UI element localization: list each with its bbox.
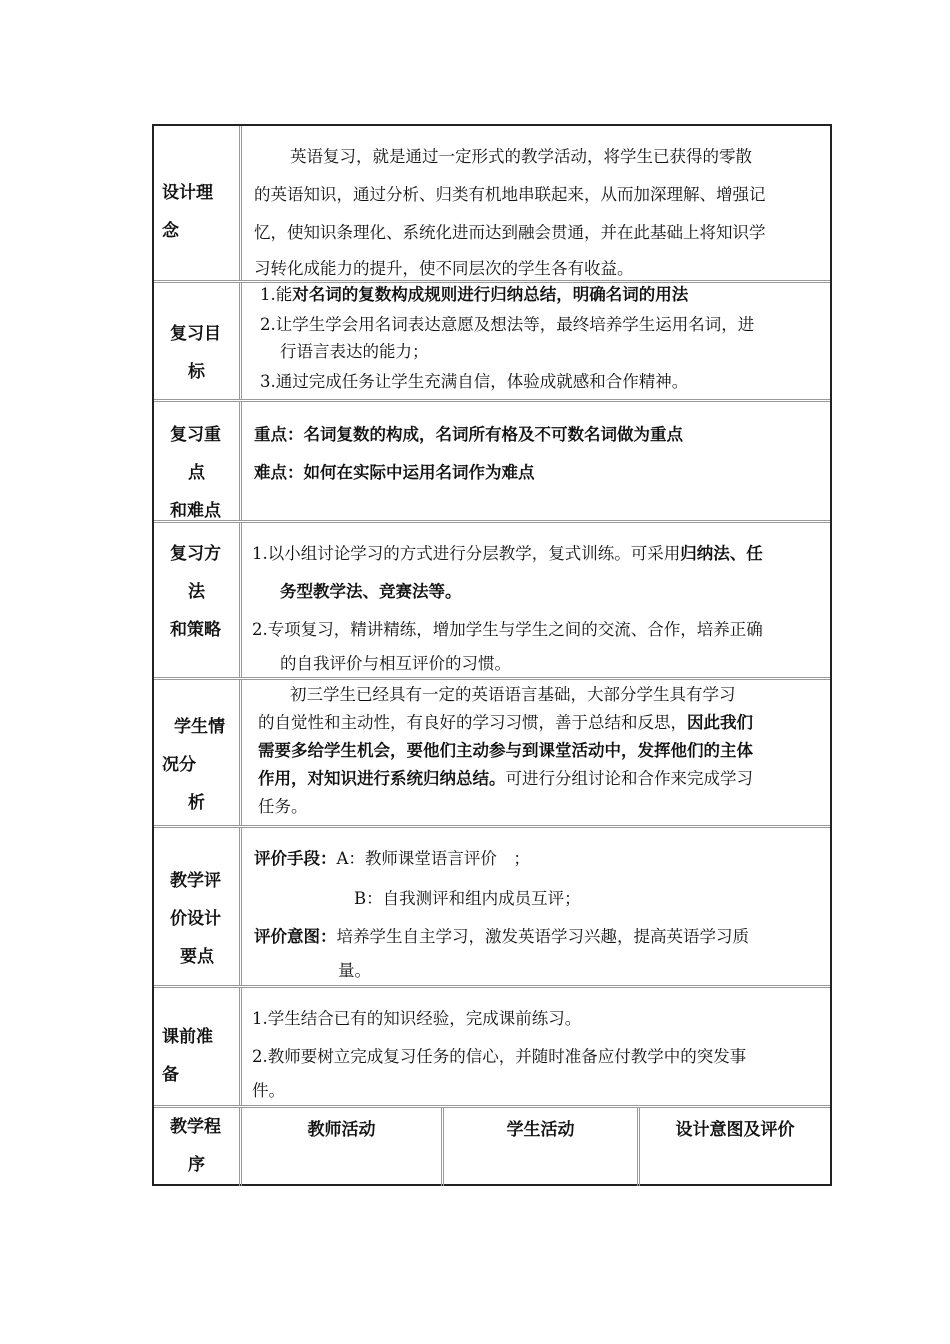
label-line: 复习方	[170, 544, 221, 564]
text-line: 忆，使知识条理化、系统化进而达到融会贯通，并在此基础上将知识学	[254, 223, 766, 242]
methods-text	[242, 523, 830, 677]
prep-item-2: 2.教师要树立完成复习任务的信心，并随时准备应付教学中的突发事	[252, 1047, 747, 1066]
text-line: 习转化成能力的提升，使不同层次的学生各有收益。	[254, 259, 634, 278]
label-line: 标	[188, 362, 205, 382]
row-evaluation	[154, 828, 830, 988]
goal-item-2-cont: 行语言表达的能力；	[280, 342, 429, 361]
label-line: 备	[162, 1065, 179, 1085]
row-procedure	[154, 1108, 830, 1186]
label-line: 点	[188, 463, 205, 483]
text-line: 任务。	[258, 797, 308, 816]
student-analysis-text	[242, 680, 830, 825]
key-points-text	[242, 402, 830, 520]
method-item-2: 2.专项复习，精讲精练，增加学生与学生之间的交流、合作，培养正确	[252, 620, 763, 639]
goal-item-2: 2.让学生学会用名词表达意愿及想法等，最终培养学生运用名词，进	[260, 315, 755, 334]
label-line: 教学评	[170, 871, 221, 891]
label-line: 和策略	[170, 620, 221, 640]
label-line: 析	[188, 793, 205, 813]
label-line: 课前准	[162, 1027, 213, 1047]
evaluation-intent: 评价意图：培养学生自主学习，激发英语学习兴趣，提高英语学习质	[254, 927, 749, 946]
label-line: 和难点	[170, 501, 221, 521]
label-line: 价设计	[170, 909, 221, 929]
text-line: 初三学生已经具有一定的英语语言基础，大部分学生具有学习	[290, 685, 736, 704]
label-procedure	[154, 1108, 242, 1186]
key-point: 重点：名词复数的构成，名词所有格及不可数名词做为重点	[254, 425, 683, 444]
label-line: 序	[188, 1155, 205, 1175]
evaluation-means: 评价手段：A：教师课堂语言评价 ；	[254, 849, 530, 868]
method-item-2-cont: 的自我评价与相互评价的习惯。	[280, 654, 511, 673]
design-concept-text	[242, 126, 830, 280]
label-design-concept	[154, 126, 242, 280]
text-line: 英语复习，就是通过一定形式的教学活动，将学生已获得的零散	[290, 147, 752, 166]
evaluation-means-b: B：自我测评和组内成员互评；	[354, 889, 581, 908]
text-line: 需要多给学生机会，要他们主动参与到课堂活动中，发挥他们的主体	[258, 741, 753, 760]
label-preparation	[154, 988, 242, 1105]
label-methods	[154, 523, 242, 677]
col-student-activity: 学生活动	[444, 1108, 640, 1186]
lesson-plan-table	[152, 124, 832, 1186]
evaluation-text	[242, 828, 830, 985]
col-teacher-activity: 教师活动	[242, 1108, 444, 1186]
label-line: 况分	[162, 755, 196, 775]
row-student-analysis	[154, 680, 830, 828]
difficulty-point: 难点：如何在实际中运用名词作为难点	[254, 463, 535, 482]
text-line: 的自觉性和主动性，有良好的学习习惯，善于总结和反思，因此我们	[258, 713, 753, 732]
label-line: 要点	[180, 947, 214, 967]
goal-item-3: 3.通过完成任务让学生充满自信，体验成就感和合作精神。	[260, 372, 689, 391]
label-review-goals	[154, 283, 242, 399]
prep-item-2-cont: 件。	[252, 1081, 285, 1100]
label-line: 念	[162, 221, 179, 241]
method-item-1-cont: 务型教学法、竞赛法等。	[280, 582, 462, 601]
text-line: 作用，对知识进行系统归纳总结。可进行分组讨论和合作来完成学习	[258, 769, 753, 788]
text-line: 的英语知识，通过分析、归类有机地串联起来，从而加深理解、增强记	[254, 185, 766, 204]
label-line: 法	[188, 582, 205, 602]
row-design-concept	[154, 126, 830, 283]
label-line: 教学程	[170, 1117, 221, 1137]
preparation-text	[242, 988, 830, 1105]
evaluation-intent-cont: 量。	[338, 961, 371, 980]
label-evaluation	[154, 828, 242, 985]
row-key-points	[154, 402, 830, 523]
method-item-1: 1.以小组讨论学习的方式进行分层教学，复式训练。可采用归纳法、任	[252, 544, 763, 563]
row-preparation	[154, 988, 830, 1108]
label-line: 设计理	[162, 183, 213, 203]
review-goals-text	[242, 283, 830, 399]
row-methods	[154, 523, 830, 680]
col-design-intent: 设计意图及评价	[675, 1120, 795, 1140]
prep-item-1: 1.学生结合已有的知识经验，完成课前练习。	[252, 1009, 582, 1028]
label-key-points	[154, 402, 242, 520]
goal-item-1: 1.能对名词的复数构成规则进行归纳总结，明确名词的用法	[260, 285, 689, 304]
label-line: 复习目	[170, 324, 221, 344]
label-line: 学生情	[174, 717, 225, 737]
label-line: 复习重	[170, 425, 221, 445]
label-student-analysis	[154, 680, 242, 825]
row-review-goals	[154, 283, 830, 402]
